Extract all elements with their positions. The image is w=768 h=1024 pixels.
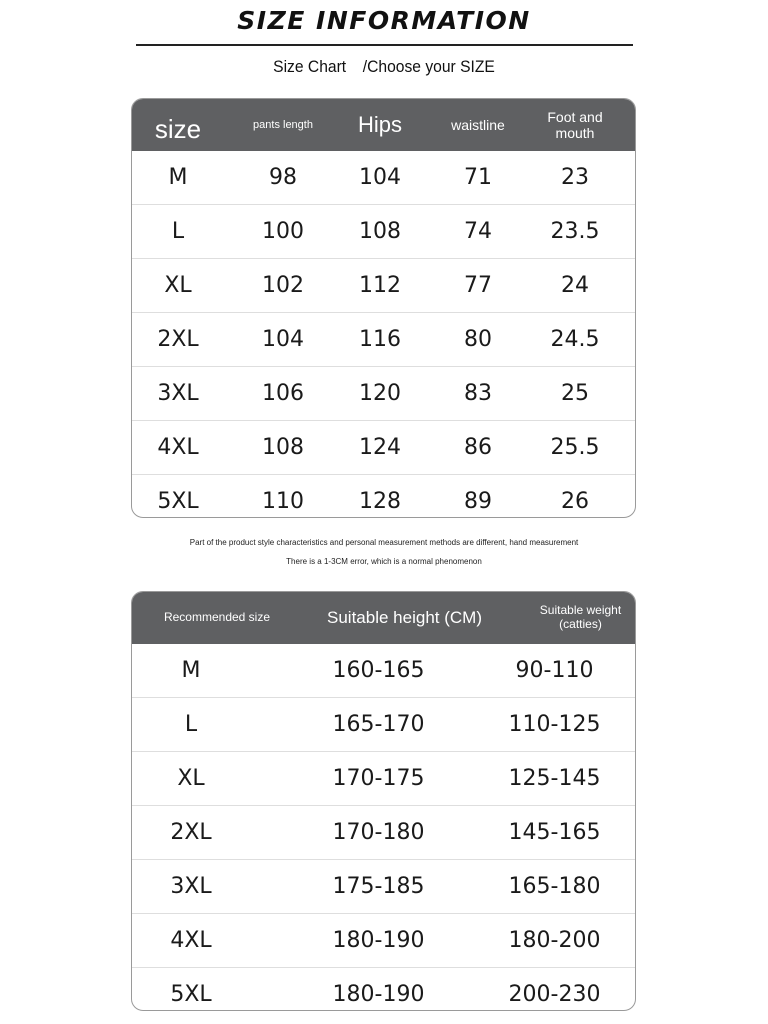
cell-hips: 104	[359, 165, 401, 190]
cell-size: 2XL	[170, 820, 212, 845]
subtitle	[31, 57, 738, 77]
cell-foot-mouth: 24	[561, 273, 589, 298]
cell-hips: 112	[359, 273, 401, 298]
table-row	[132, 367, 635, 421]
cell-pants-length: 98	[269, 165, 297, 190]
cell-size: 4XL	[170, 928, 212, 953]
cell-weight: 165-180	[508, 874, 601, 899]
cell-pants-length: 106	[262, 381, 304, 406]
size-measurement-table	[131, 98, 636, 518]
cell-size: 4XL	[157, 435, 199, 460]
table-row	[132, 914, 635, 968]
measurement-note: Part of the product style characteristics and personal measurement methods are different, hand measurement	[189, 538, 579, 547]
cell-size: L	[171, 219, 185, 244]
cell-foot-mouth: 26	[561, 489, 589, 514]
page-title: SIZE INFORMATION	[237, 6, 531, 35]
cell-size: M	[181, 658, 201, 683]
cell-hips: 120	[359, 381, 401, 406]
cell-weight: 110-125	[508, 712, 601, 737]
cell-size: 3XL	[157, 381, 199, 406]
cell-pants-length: 110	[262, 489, 304, 514]
cell-waistline: 74	[464, 219, 492, 244]
cell-size: 5XL	[157, 489, 199, 514]
title-divider	[136, 44, 633, 46]
cell-foot-mouth: 23	[561, 165, 589, 190]
cell-foot-mouth: 25.5	[550, 435, 600, 460]
cell-hips: 128	[359, 489, 401, 514]
table-row	[132, 860, 635, 914]
cell-height: 180-190	[332, 928, 425, 953]
table-row	[132, 259, 635, 313]
cell-weight: 145-165	[508, 820, 601, 845]
cell-hips: 108	[359, 219, 401, 244]
table-row	[132, 752, 635, 806]
cell-height: 170-180	[332, 820, 425, 845]
cell-pants-length: 108	[262, 435, 304, 460]
cell-weight: 200-230	[508, 982, 601, 1007]
cell-size: XL	[164, 273, 192, 298]
header-size: size	[154, 114, 202, 145]
cell-waistline: 80	[464, 327, 492, 352]
cell-pants-length: 104	[262, 327, 304, 352]
subtitle-choose-size: /Choose your SIZE	[362, 57, 495, 76]
cell-height: 180-190	[332, 982, 425, 1007]
cell-weight: 125-145	[508, 766, 601, 791]
cell-foot-mouth: 23.5	[550, 219, 600, 244]
table-row	[132, 475, 635, 518]
table-row	[132, 151, 635, 205]
cell-foot-mouth: 25	[561, 381, 589, 406]
cell-height: 170-175	[332, 766, 425, 791]
cell-size: L	[184, 712, 198, 737]
header-suitable-weight: Suitable weight (catties)	[539, 603, 622, 631]
cell-waistline: 89	[464, 489, 492, 514]
cell-height: 175-185	[332, 874, 425, 899]
header-recommended-size: Recommended size	[163, 610, 271, 625]
error-note: There is a 1-3CM error, which is a normal phenomenon	[286, 557, 482, 566]
cell-size: 2XL	[157, 327, 199, 352]
header-suitable-height: Suitable height (CM)	[327, 608, 482, 628]
cell-waistline: 77	[464, 273, 492, 298]
cell-hips: 124	[359, 435, 401, 460]
cell-height: 160-165	[332, 658, 425, 683]
table-header	[132, 592, 635, 644]
recommended-size-table	[131, 591, 636, 1011]
subtitle-size-chart: Size Chart	[273, 57, 347, 76]
table-header	[132, 99, 635, 151]
cell-size: 5XL	[170, 982, 212, 1007]
table-row	[132, 698, 635, 752]
table-row	[132, 644, 635, 698]
header-waistline: waistline	[451, 116, 505, 133]
cell-foot-mouth: 24.5	[550, 327, 600, 352]
header-foot-mouth: Foot and mouth	[547, 108, 603, 141]
cell-waistline: 71	[464, 165, 492, 190]
cell-waistline: 83	[464, 381, 492, 406]
header-pants-length: pants length	[253, 118, 313, 131]
cell-size: XL	[177, 766, 205, 791]
table-row	[132, 313, 635, 367]
header-hips: Hips	[357, 112, 402, 138]
cell-size: M	[168, 165, 188, 190]
cell-size: 3XL	[170, 874, 212, 899]
table-row	[132, 205, 635, 259]
cell-height: 165-170	[332, 712, 425, 737]
cell-hips: 116	[359, 327, 401, 352]
cell-pants-length: 102	[262, 273, 304, 298]
table-row	[132, 806, 635, 860]
cell-weight: 180-200	[508, 928, 601, 953]
table-row	[132, 968, 635, 1011]
cell-waistline: 86	[464, 435, 492, 460]
cell-pants-length: 100	[262, 219, 304, 244]
cell-weight: 90-110	[515, 658, 594, 683]
table-row	[132, 421, 635, 475]
